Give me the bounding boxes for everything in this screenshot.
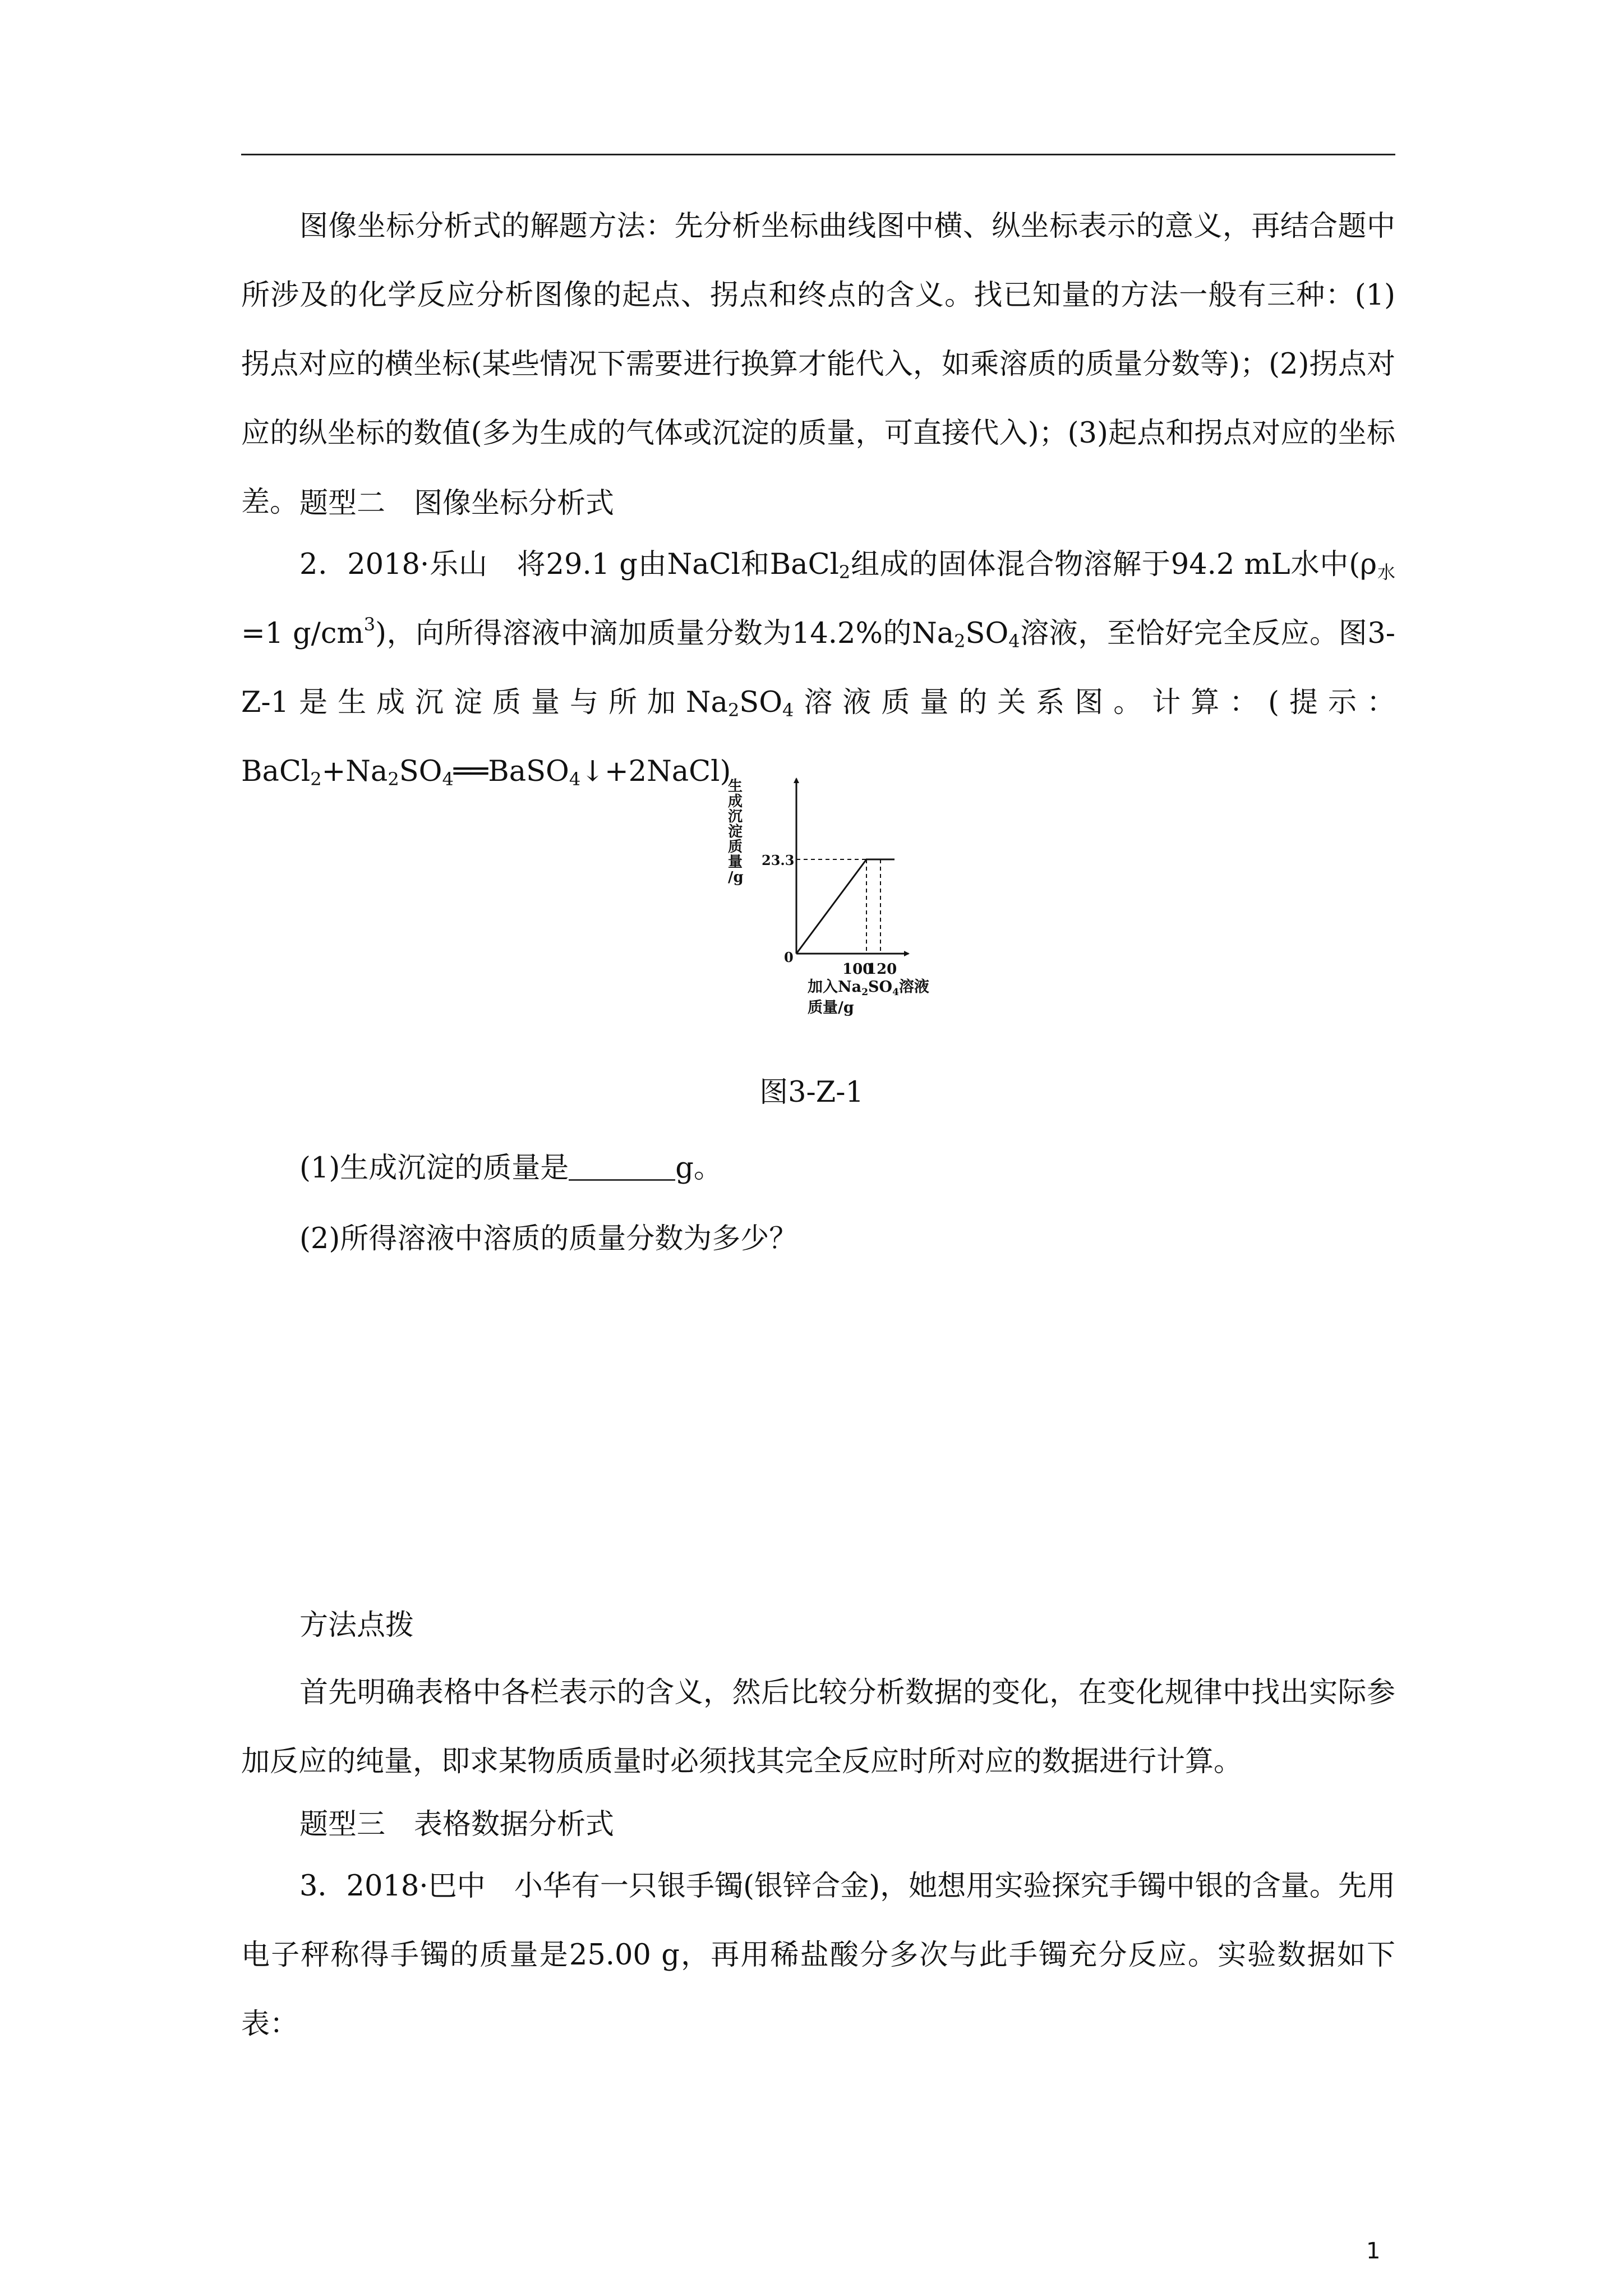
y-label-char: 质 (728, 839, 743, 855)
page-number: 1 (1366, 2238, 1381, 2264)
y-tick-label: 23.3 (762, 852, 795, 868)
y-label-char: /g (728, 869, 744, 886)
method-title: 方法点拨 (299, 1609, 414, 1642)
precipitate-mass-chart (718, 763, 953, 1055)
question-2: (2)所得溶液中溶质的质量分数为多少？ (299, 1222, 798, 1255)
answer-blank (569, 1151, 675, 1181)
x-tick-label: 100 (842, 961, 873, 978)
x-axis-label-line-1: 加入$Na_2SO_4$溶液 (808, 978, 929, 998)
y-label-char: 淀 (728, 823, 743, 840)
intro-paragraph: 图像坐标分析式的解题方法：先分析坐标曲线图中横、纵坐标表示的意义，再结合题中所涉及的化学反应分析图像的起点、拐点和终点的含义。找已知量的方法一般有三种：(1)拐点对应的横坐标(某些情况下需要进行换算才能代入，如乘溶质的质量分数等)；(2)拐点对应的纵坐标的数值(多为生成的气体或沉淀的质量，可直接代入)；(3)起点和拐点对应的坐标差。 (241, 210, 1395, 519)
x-axis-label-line-2: 质量/g (808, 999, 854, 1016)
y-label-char: 生 (728, 778, 743, 795)
question-1: (1)生成沉淀的质量是 g。 (299, 1152, 722, 1185)
figure-caption: 图3-Z-1 (759, 1076, 864, 1109)
x-tick-label: 120 (866, 961, 897, 978)
y-label-char: 成 (728, 793, 743, 810)
y-label-char: 量 (728, 854, 743, 871)
method-paragraph: 首先明确表格中各栏表示的含义，然后比较分析数据的变化，在变化规律中找出实际参加反应的纯量，即求某物质质量时必须找其完全反应时所对应的数据进行计算。 (241, 1676, 1395, 1778)
problem-3-text: 3．2018·巴中 小华有一只银手镯(银锌合金)，她想用实验探究手镯中银的含量。先用电子秤称得手镯的质量是25.00 g，再用稀盐酸分多次与此手镯充分反应。实验数据如下表： (241, 1870, 1395, 2041)
section-3-title: 题型三 表格数据分析式 (299, 1808, 615, 1841)
origin-label: 0 (784, 949, 794, 965)
y-label-char: 沉 (728, 808, 743, 825)
precipitate-mass-line (796, 859, 895, 954)
header-rule (241, 154, 1395, 155)
y-axis-label (728, 778, 744, 886)
section-2-title: 题型二 图像坐标分析式 (299, 487, 615, 520)
problem-2-text: 2．2018·乐山 将29.1 g由NaCl和BaCl$_2$组成的固体混合物溶解于94.2 mL水中($\rho_水=1$ $g/cm^3$)，向所得溶液中滴加质量分数为14.2%的$Na_2SO_4$溶液，至恰好完全反应。图3-Z-1是生成沉淀质量与所加$Na_2SO_4$溶液质量的关系图。计算：(提示：$BaCl_2+Na_2SO_4══BaSO_4↓+2NaCl$) (241, 548, 1395, 790)
chart-marks (796, 859, 895, 954)
